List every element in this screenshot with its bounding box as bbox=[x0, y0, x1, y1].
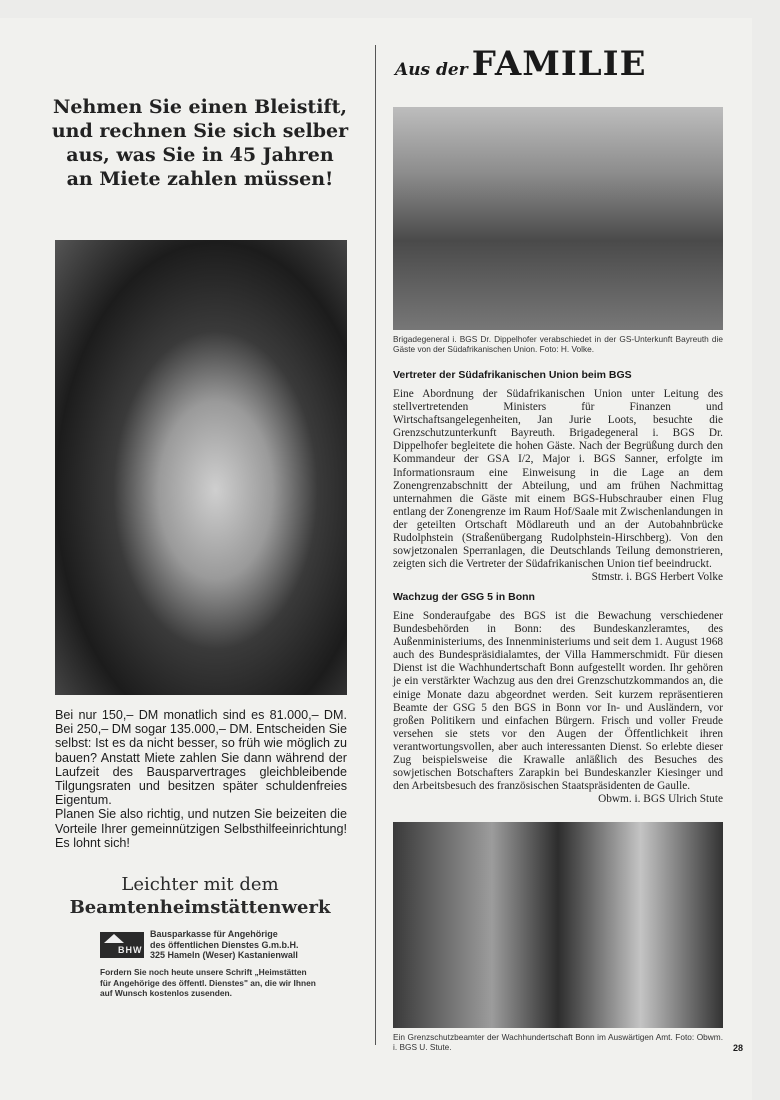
ad-photo-woman bbox=[55, 240, 347, 695]
article-heading: Vertreter der Südafrikanischen Union beim BGS bbox=[393, 369, 632, 381]
bhw-logo-icon: BHW bbox=[100, 932, 144, 958]
photo-caption: Ein Grenzschutzbeamter der Wachhundertschaft Bonn im Auswärtigen Amt. Foto: Obwm. i. BGS U. Stute. bbox=[393, 1032, 723, 1052]
photo-delegation bbox=[393, 107, 723, 330]
article-body bbox=[393, 610, 723, 806]
ad-slogan bbox=[50, 873, 350, 919]
article-heading: Wachzug der GSG 5 in Bonn bbox=[393, 591, 535, 603]
company-address bbox=[150, 929, 299, 961]
article-author: Stmstr. i. BGS Herbert Volke bbox=[591, 571, 723, 584]
column-divider bbox=[375, 45, 376, 1045]
ad-headline: Nehmen Sie einen Bleistift, und rechnen Sie sich selber aus, was Sie in 45 Jahren an Miete zahlen müssen! bbox=[51, 96, 349, 190]
ad-body-paragraph: Planen Sie also richtig, und nutzen Sie beizeiten die Vorteile Ihrer gemeinnützigen Selbsthilfeeinrichtung! Es lohnt sich! bbox=[55, 807, 347, 850]
ad-body-paragraph: Bei nur 150,– DM monatlich sind es 81.000,– DM. Bei 250,– DM sogar 135.000,– DM. Entscheiden Sie selbst: Ist es da nicht besser, so früh wie möglich zu bauen? Anstatt Miete zahlen Sie dann während der Laufzeit des Bausparvertrages gleichbleibende Tilgungsraten und besitzen später schuldenfreies Eigentum. bbox=[55, 708, 347, 808]
article-body bbox=[393, 388, 723, 584]
page-number: 28 bbox=[733, 1043, 744, 1053]
slogan-line: Beamtenheimstättenwerk bbox=[69, 897, 331, 918]
photo-guard-bonn bbox=[393, 822, 723, 1028]
photo-caption: Brigadegeneral i. BGS Dr. Dippelhofer verabschiedet in der GS-Unterkunft Bayreuth die Gäste von der Südafrikanischen Union. Foto: H. Volke. bbox=[393, 334, 723, 354]
article-text: Eine Sonderaufgabe des BGS ist die Bewachung verschiedener Bundesbehörden in Bonn: des Bundeskanzleramtes, des Außenministeriums, des Innenministeriums und seit dem 1. August 1968 auch des Bundespräsidialamtes, der Villa Hammerschmidt. Für diesen Dienst ist die Wachhundertschaft Bonn aufgestellt worden. Ihr gehören je ein verstärkter Wachzug aus den drei Grenzschutzkommandos an, die einige Monate dazu abgeordnet werden. Seit kurzem repräsentieren Beamte der GSG 5 den BGS in Bonn vor In- und Ausländern, vor großen Politikern und einfachen Bürgern. Frisch und voller Freude versehen sie stets vor den Augen der Öffentlichkeit ihren verantwortungsvollen, aber auch interessanten Dienst. So erlebte dieser Zug beispielsweise die Krawalle anläßlich des Besuches des sowjetischen Botschafters Zarapkin bei Bundeskanzler Kiesinger und den Arbeitsbesuch des französischen Staatspräsidenten de Gaulle. bbox=[393, 610, 723, 793]
ad-body bbox=[55, 708, 347, 850]
company-line: Bausparkasse für Angehörige bbox=[150, 929, 278, 939]
company-line: des öffentlichen Dienstes G.m.b.H. bbox=[150, 939, 299, 950]
slogan-line: Leichter mit dem bbox=[121, 874, 279, 895]
title-main: FAMILIE bbox=[471, 44, 647, 84]
article-text: Eine Abordnung der Südafrikanischen Union unter Leitung des stellvertretenden Ministers für Finanzen und Wirtschaftsangelegenheiten, Jan Jurie Loots, besuchte die Grenzschutzunterkunft Bayreuth. Brigadegeneral i. BGS Dr. Dippelhofer begleitete die hohen Gäste. Nach der Begrüßung durch den Kommandeur der GSA I/2, Major i. BGS Sanner, erfolgte im Informationsraum eine Einweisung in die Lage an dem Zonengrenzabschnitt der Abteilung, und am frühen Nachmittag unternahmen die Gäste mit einem BGS-Hubschrauber einen Flug entlang der Zonengrenze im Raum Hof/Saale mit Zwischenlandungen in der geteilten Ortschaft Mödlareuth und an der Autobahnbrücke Rudolphstein (Straßenübergang Rudolphstein-Hirschberg). Von den sowjetzonalen Sperranlagen, die Deutschlands Teilung demonstrieren, zeigten sich die Vertreter der Südafrikanischen Union tief beeindruckt. bbox=[393, 388, 723, 571]
article-author: Obwm. i. BGS Ulrich Stute bbox=[598, 793, 723, 806]
company-line: 325 Hameln (Weser) Kastanienwall bbox=[150, 950, 298, 960]
section-title bbox=[395, 44, 647, 84]
order-text: Fordern Sie noch heute unsere Schrift „Heimstätten für Angehörige des öffentl. Dienstes" an, die wir Ihnen auf Wunsch kostenlos zusenden. bbox=[100, 967, 316, 998]
title-prefix: Aus der bbox=[395, 60, 468, 80]
